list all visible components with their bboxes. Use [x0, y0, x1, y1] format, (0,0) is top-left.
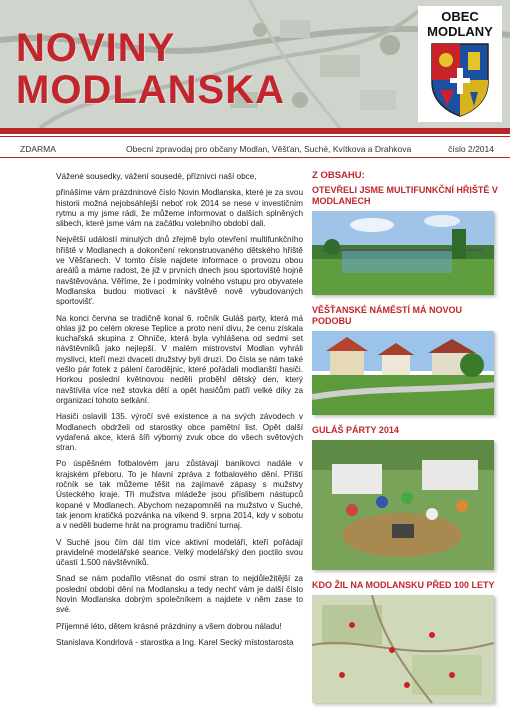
sports-ground-photo — [312, 211, 494, 295]
newsletter-subtitle: Obecní zpravodaj pro občany Modlan, Věšťan, Suché, Kvítkova a Drahkova — [126, 144, 412, 154]
article-paragraph: Na konci června se tradičně konal 6. ročník Guláš party, která má ohlas již po celém okrese Teplice a proto není divu, že cenu získala kuchařská skupina z Ohníče, která byla vyhlášena od sedmi set návštěvníků jako nejlepší. V malém mistrovství Modlan vyhráli myslivci, kteří mezi dvaceti družstvy byli druzí. Do čísla se nám také vešlo pár fotek z pálení čarodějnic, které pořádali modlanští hasiči. Horkou poslední květnovou neděli proběhl dětský den, který navštívila více než stovka dětí a opět hasičům patří velké díky za organizaci tohoto setkání. — [56, 313, 303, 405]
contents-sidebar — [312, 170, 502, 713]
divider-bottom — [0, 157, 510, 158]
issue-number: číslo 2/2014 — [448, 144, 494, 154]
village-square-photo — [312, 331, 494, 415]
contents-item-headline: OTEVŘELI JSME MULTIFUNKČNÍ HŘIŠTĚ V MODLANECH — [312, 185, 498, 206]
article-paragraph: Příjemné léto, dětem krásné prázdniny a všem dobrou náladu! — [56, 621, 282, 631]
article-paragraph: Vážené sousedky, vážení sousedé, příznivci naší obce, — [56, 172, 257, 181]
article-paragraph: přinášíme vám prázdninové číslo Novin Modlanska, které je za svou historii možná nejobsáhlejší neboť rok 2014 se nese v investičním rytmu a my jsme rádi, že můžeme informovat o dalších splněných slibech, které jsme vám na začátku volebního období dali. — [56, 188, 303, 229]
article-paragraph: V Suché jsou čím dál tím více aktivní modeláři, kteří pořádají pravidelné modelářské seance. Velký modelářský den poctilo svou účastí 1.500 návštěvníků. — [56, 537, 303, 568]
historic-map-image — [312, 595, 494, 703]
newspaper-title-line1: NOVINY — [16, 26, 176, 70]
article-paragraph: Největší událostí minulých dnů zřejmě bylo otevření multifunkčního hřiště v Modlanech a dokončení rekonstruovaného dětského hřiště ve Věšťanech. V tomto čísle najdete informace o provozu obou areálů a máme radost, že již v prvních dnech jsou sportoviště hojně navštěvována. Věříme, že i podmínky volného vstupu pro obyvatele Modlanska budou motivací k návštěvě nově vybudovaných sportovišť. — [56, 235, 303, 307]
editorial-article — [56, 172, 303, 654]
divider-top — [0, 136, 510, 137]
municipality-crest-block — [418, 6, 502, 122]
contents-item-headline: VĚŠŤANSKÉ NÁMĚSTÍ MÁ NOVOU PODOBU — [312, 305, 463, 326]
coat-of-arms-icon — [430, 42, 490, 118]
article-signature: Stanislava Kondrlová - starostka a Ing. Karel Secký místostarosta — [56, 637, 294, 647]
masthead — [0, 0, 510, 128]
article-paragraph: Po úspěšném fotbalovém jaru zůstávají banikovci nadále v krajském přeboru. To je hlavní zpráva z fotbalového dění. Příští ročník se tak můžeme těšit na zajímavé zápasy s mužstvy Ústeckého kraje. Tři mužstva mládeže jsou příslibem nástupců kopané v Modlanech. Abychom nezapomněli na mužstvo v Suché, tak jenom kratičká pozvánka na víkend 9. srpna 2014, kdy v sobotu a v neděli budeme hrát na programu tradiční turnaj. — [56, 459, 303, 531]
free-label: ZDARMA — [20, 144, 56, 154]
contents-heading: Z OBSAHU: — [312, 170, 365, 181]
crest-label-modlany: MODLANY — [427, 24, 493, 39]
masthead-red-bar — [0, 128, 510, 134]
newspaper-title-line2: MODLANSKA — [16, 68, 285, 112]
article-paragraph: Snad se nám podařilo vtěsnat do osmi stran to nejdůležitější za poslední období dění na Modlansku a tedy nechť vám je další číslo Novin Modlanska dobrým společníkem a najdete v něm zase to své. — [56, 574, 303, 615]
contents-item-headline: GULÁŠ PÁRTY 2014 — [312, 425, 399, 435]
crest-label-obec: OBEC — [441, 9, 479, 24]
article-paragraph: Hasiči oslavili 135. výročí své existence a na svých závodech v Modlanech obdrželi od starostky obce pamětní list. Opět další vydařená akce, která šíři výborný zvuk obce do všech světových stran. — [56, 412, 303, 453]
goulash-party-photo — [312, 440, 494, 570]
contents-item-headline: KDO ŽIL NA MODLANSKU PŘED 100 LETY — [312, 580, 495, 590]
